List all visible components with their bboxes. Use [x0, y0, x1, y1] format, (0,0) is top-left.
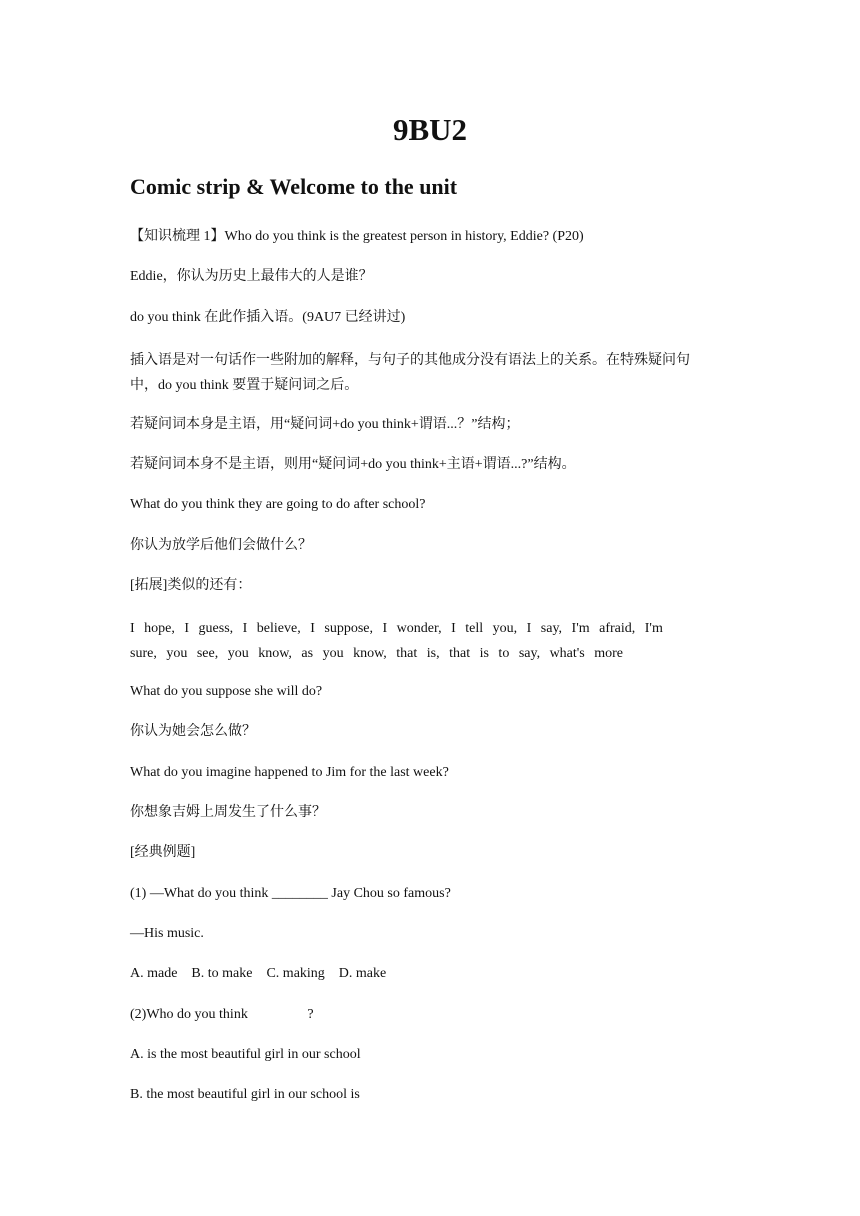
example-translation: 你认为放学后他们会做什么？	[130, 538, 312, 553]
document-title: 9BU2	[392, 112, 468, 147]
similar-phrases-list: I hope, I guess, I believe, I suppose, I wonder, I tell you, I say, I'm afraid, I'm sure, you see, you know, as you know, that is, that is to say, what's more	[130, 621, 663, 661]
question-2-option-a: A. is the most beautiful girl in our school	[130, 1047, 361, 1062]
note-line: do you think 在此作插入语。(9AU7 已经讲过)	[130, 310, 406, 325]
rule-subject-line: 若疑问词本身是主语，用“疑问词+do you think+谓语...？”结构；	[130, 417, 520, 432]
question-1-answer: —His music.	[130, 926, 204, 941]
knowledge-point-1: 【知识梳理 1】Who do you think is the greatest person in history, Eddie? (P20)	[130, 229, 584, 244]
example-sentence: What do you imagine happened to Jim for the last week?	[130, 765, 449, 780]
example-sentence: What do you suppose she will do?	[130, 684, 323, 699]
example-sentence: What do you think they are going to do after school?	[130, 497, 426, 512]
example-translation: 你认为她会怎么做？	[130, 724, 256, 739]
question-2-option-b: B. the most beautiful girl in our school is	[130, 1087, 360, 1102]
classic-examples-label: [经典例题]	[130, 845, 196, 860]
question-1: (1) —What do you think ________ Jay Chou so famous?	[130, 886, 451, 901]
example-translation: 你想象吉姆上周发生了什么事？	[130, 805, 326, 820]
rule-non-subject-line: 若疑问词本身不是主语，则用“疑问词+do you think+主语+谓语...?”结构。	[130, 457, 576, 472]
translation-line: Eddie，你认为历史上最伟大的人是谁？	[130, 269, 373, 284]
question-1-options: A. made B. to make C. making D. make	[130, 966, 387, 981]
extension-label: [拓展]类似的还有：	[130, 578, 252, 593]
explanation-paragraph: 插入语是对一句话作一些附加的解释，与句子的其他成分没有语法上的关系。在特殊疑问句中，do you think 要置于疑问词之后。	[130, 353, 690, 393]
section-heading: Comic strip & Welcome to the unit	[130, 174, 458, 199]
question-2: (2)Who do you think ?	[130, 1007, 314, 1022]
